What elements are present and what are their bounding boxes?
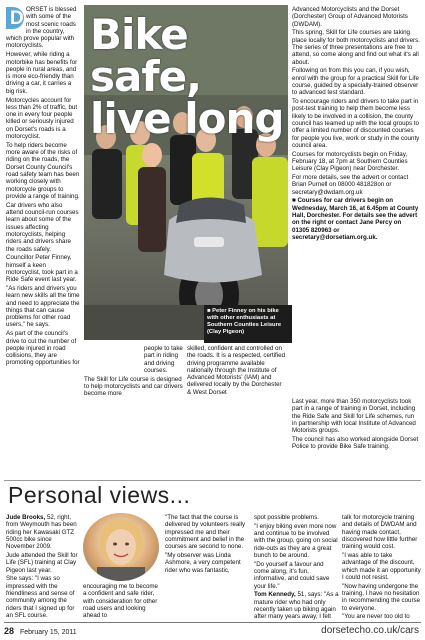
personal-text: 52, right, from Weymouth has been riding her Kawasaki GTZ 500cc bike since November 2009. — [6, 514, 77, 551]
personal-paragraph — [6, 514, 79, 550]
article-paragraph: Councillor Peter Finney, himself a keen motorcyclist, took part in a Ride Safe event last year. — [6, 254, 78, 284]
page-footer — [4, 624, 421, 638]
issue-date: February 15, 2011 — [19, 629, 77, 636]
personal-paragraph — [254, 591, 340, 620]
personal-paragraph: "I was able to take advantage of the discount, which made it an opportunity I could not resist. — [342, 551, 421, 581]
personal-column-1b — [83, 583, 163, 621]
article-paragraph: However, while riding a motorbike has benefits for people in rural areas, and is more eco-friendly than driving a car, it carries a big risk. — [6, 51, 78, 95]
article-paragraph: skilled, confident and controlled on the roads. It is a respected, certified driving programme available nationally through the Institute of Advanced Motorists' (IAM) and delivered locally by the Dorchester & West Dorset — [187, 345, 286, 396]
footer-website-link[interactable]: dorsetecho.co.uk/cars — [321, 625, 419, 636]
headline-line-2: live long — [90, 94, 284, 143]
personal-paragraph: encouraging me to become a confident and safe rider, with consideration for other road users and looking ahead to — [83, 583, 158, 620]
article-column-1 — [6, 6, 81, 476]
personal-paragraph: "Do yourself a favour and come along, it's fun, informative, and could save your life." — [254, 560, 330, 590]
personal-paragraph: "Now having undergone the training, I have no hesitation in recommending the course to everyone. — [342, 582, 421, 612]
jude-brooks-portrait — [83, 513, 159, 581]
personal-column-4 — [342, 514, 421, 620]
footer-divider — [4, 622, 421, 623]
article-column-4-lower — [292, 398, 420, 478]
personal-paragraph: "You are never too old to — [342, 613, 410, 620]
article-paragraph: The Skill for Life course is designed to help motorcyclists and car drivers become more — [84, 375, 183, 398]
article-headline — [90, 10, 290, 143]
dropcap-letter: D — [10, 8, 24, 29]
personal-paragraph: spot possible problems. — [254, 514, 320, 521]
person-name: Jude Brooks, — [6, 514, 46, 521]
article-column-2 — [84, 345, 184, 477]
article-column-4 — [292, 6, 420, 396]
personal-column-3 — [254, 514, 340, 620]
article-paragraph: The council has also worked alongside Dorset Police to provide Bike Safe training. — [292, 435, 419, 451]
personal-paragraph: "The fact that the course is delivered by volunteers really impressed me and their commitment and belief in the courses are second to none. — [165, 514, 246, 551]
course-highlight: ■ Courses for car drivers begin on Wednesday, March 16, at 6.45pm at County Hall, Dorchester. For details see the advert on the right or contact Jane Percy on 01305 820963 or secretary@dorsetiam.org.uk. — [292, 197, 419, 241]
article-paragraph: Following on from this you can, if you wish, enrol with the group for a practical Skill for Life course, guided by a specially-trained observer to advanced test standard. — [292, 67, 419, 97]
section-title: Personal views... — [8, 482, 191, 508]
article-paragraph: people to take part in riding and driving courses. — [144, 345, 183, 374]
dropcap-badge — [6, 7, 24, 29]
photo-caption: ■ Peter Finney on his bike with other enthusiasts at Southern Counties Leisure (Clay Pigeon) — [204, 305, 292, 343]
page-number: 28 — [4, 626, 15, 636]
article-paragraph: This spring, Skill for Life courses are taking place locally for both motorcyclists and drivers. The series of three presentations are free to attend, so come along and find out what it's all about. — [292, 29, 420, 66]
article-paragraph: To encourage riders and drivers to take part in post-test training to help them become less likely to be involved in a collision, the county council has teamed up with the local groups to offer a limited number of discounted courses for people you live, work or study in the county council area. — [292, 98, 420, 149]
article-paragraph: Last year, more than 350 motorcyclists took part in a range of training in Dorset, including the Ride Safe and Skill for Life schemes, run in partnership with local Institute of Advanced Motorists groups. — [292, 398, 416, 435]
personal-paragraph: She says: "I was so impressed with the friendliness and sense of community among the riders that I signed up for an SFL course. — [6, 575, 75, 619]
portrait-illustration — [83, 513, 159, 581]
article-paragraph: As part of the council's drive to cut the number of people injured in road collisions, they are promoting opportunities for — [6, 330, 80, 367]
article-paragraph: Car drivers who also attend council-run courses learn about some of the issues affecting motorcyclists, helping riders and drivers share the roads safely. — [6, 201, 79, 253]
article-paragraph: ORSET is blessed with some of the most scenic roads in the country, which prove popular with motorcyclists. — [6, 6, 77, 50]
personal-column-2 — [165, 514, 252, 620]
personal-paragraph: talk for motorcycle training and details of DWDAM and having made contact, discovered how little further training would cost. — [342, 514, 418, 551]
personal-text: 51, says: "As a mature rider who had only recently taken up biking again after many years away, I felt — [254, 591, 339, 620]
personal-paragraph: Jude attended the Skill for Life (SFL) training at Clay Pigeon last year. — [6, 551, 78, 574]
article-column-3 — [187, 345, 287, 477]
article-paragraph: "As riders and drivers you learn new skills all the time and need to appreciate the things that can cause problems for other road users," he says. — [6, 284, 80, 329]
personal-column-1 — [6, 514, 79, 620]
article-paragraph: Motorcycles account for less than 2% of traffic, but one in every four people killed or seriously injured on Dorset's roads is a motorcyclist. — [6, 96, 78, 141]
section-divider — [4, 480, 421, 481]
article-paragraph: Advanced Motorcyclists and the Dorset (Dorchester) Group of Advanced Motorists (DWDAM). — [292, 6, 408, 28]
headline-line-1: Bike safe, — [90, 10, 202, 101]
person-name: Tom Kennedy, — [254, 591, 296, 599]
article-paragraph: For more details, see the advert or contact Brian Purnell on 08000 481828on or secretary@dwdam.org.uk — [292, 174, 409, 196]
article-paragraph: To help riders become more aware of the risks of riding on the roads, the Dorset County Council's road safety team has been working closely with motorcycle groups to provide a range of training. — [6, 141, 80, 200]
article-paragraph: Courses for motorcyclists begin on Friday, February 18, at 7pm at Southern Counties Leisure (Clay Pigeon) near Dorchester. — [292, 150, 408, 173]
personal-paragraph: "I enjoy biking even more now and continue to be involved with the group, going on social ride-outs as they are a great bunch to be around. — [254, 522, 338, 559]
personal-paragraph: "My observer was Linda Ashmore, a very competent rider who was fantastic, — [165, 551, 241, 574]
